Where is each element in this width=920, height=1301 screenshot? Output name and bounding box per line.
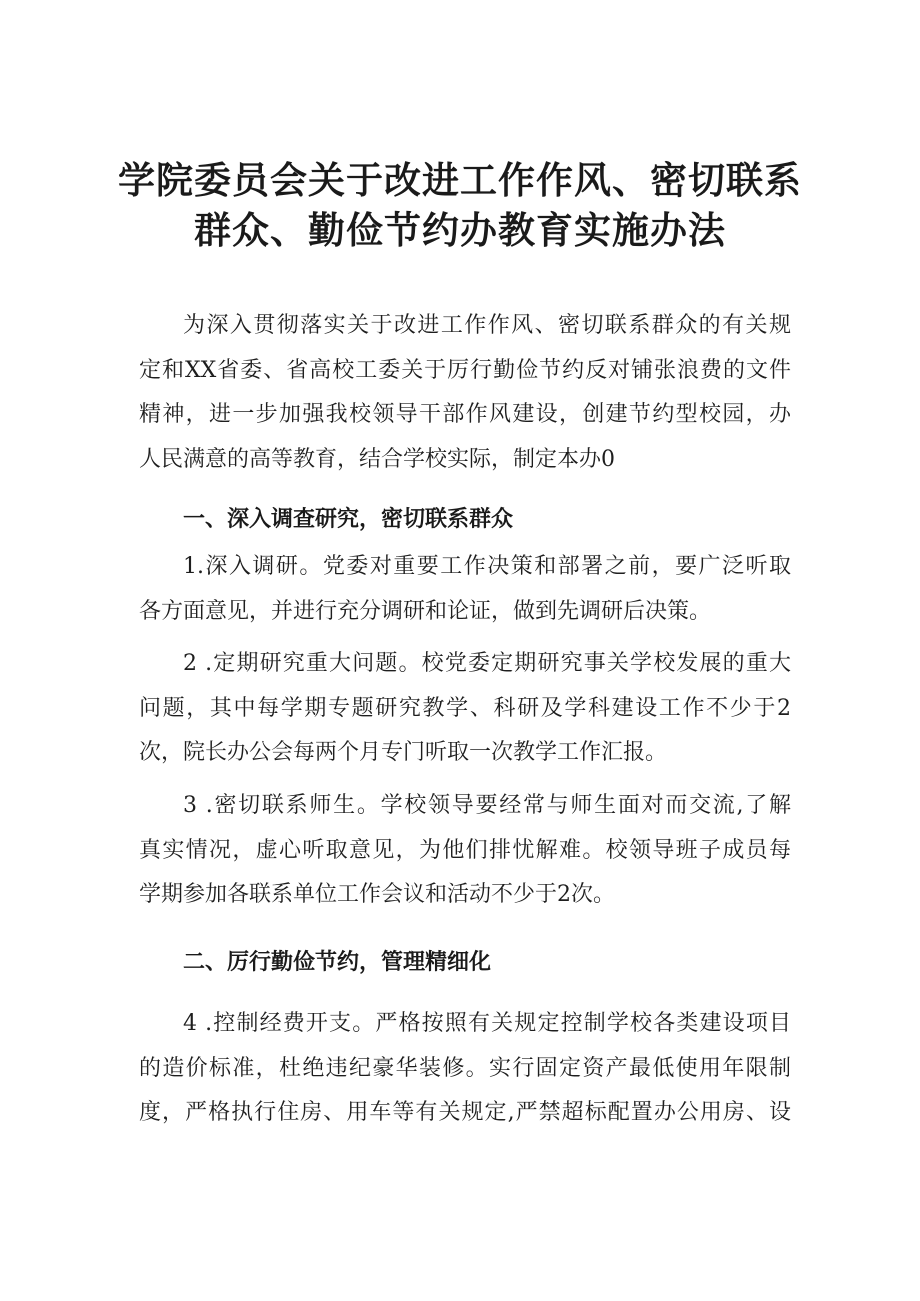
intro-paragraph xyxy=(139,304,791,482)
paragraph-line: 度，严格执行住房、用车等有关规定,严禁超标配置办公用房、设 xyxy=(139,1100,791,1125)
item-4-paragraph xyxy=(139,1002,791,1136)
paragraph-line: 问题，其中每学期专题研究教学、科研及学科建设工作不少于2 xyxy=(139,695,791,721)
section-heading-1: 一、深入调查研究，密切联系群众 xyxy=(183,507,514,532)
paragraph-line: 3 .密切联系师生。学校领导要经常与师生面对而交流,了解 xyxy=(183,793,791,818)
document-title-line-2: 群众、勤俭节约办教育实施办法 xyxy=(194,209,726,252)
paragraph-line: 精神，进一步加强我校领导干部作风建设，创建节约型校园，办 xyxy=(139,402,791,427)
paragraph-line: 次，院长办公会每两个月专门听取一次教学工作汇报。 xyxy=(139,740,668,765)
paragraph-line: 的造价标准，杜绝违纪豪华装修。实行固定资产最低使用年限制 xyxy=(139,1055,791,1081)
item-2-paragraph xyxy=(139,642,791,776)
item-1-paragraph xyxy=(139,545,791,634)
paragraph-line: 2 .定期研究重大问题。校党委定期研究事关学校发展的重大 xyxy=(183,651,791,676)
paragraph-line: 4 .控制经费开支。严格按照有关规定控制学校各类建设项目 xyxy=(183,1011,791,1036)
document-title-line-1: 学院委员会关于改进工作作风、密切联系 xyxy=(118,159,802,202)
paragraph-line: 人民满意的高等教育，结合学校实际，制定本办0 xyxy=(139,446,615,472)
paragraph-line: 1.深入调研。党委对重要工作决策和部署之前，要广泛听取 xyxy=(183,554,791,579)
section-heading-2: 二、厉行勤俭节约，管理精细化 xyxy=(183,950,492,975)
paragraph-line: 为深入贯彻落实关于改进工作作风、密切联系群众的有关规 xyxy=(183,313,791,338)
paragraph-line: 各方面意见，并进行充分调研和论证，做到先调研后决策。 xyxy=(139,598,712,624)
paragraph-line: 真实情况，虚心听取意见，为他们排忧解难。校领导班子成员每 xyxy=(139,837,791,863)
paragraph-line: 定和XX省委、省高校工委关于厉行勤俭节约反对铺张浪费的文件 xyxy=(139,357,791,383)
item-3-paragraph xyxy=(139,784,791,918)
paragraph-line: 学期参加各联系单位工作会议和活动不少于2次。 xyxy=(139,882,615,907)
